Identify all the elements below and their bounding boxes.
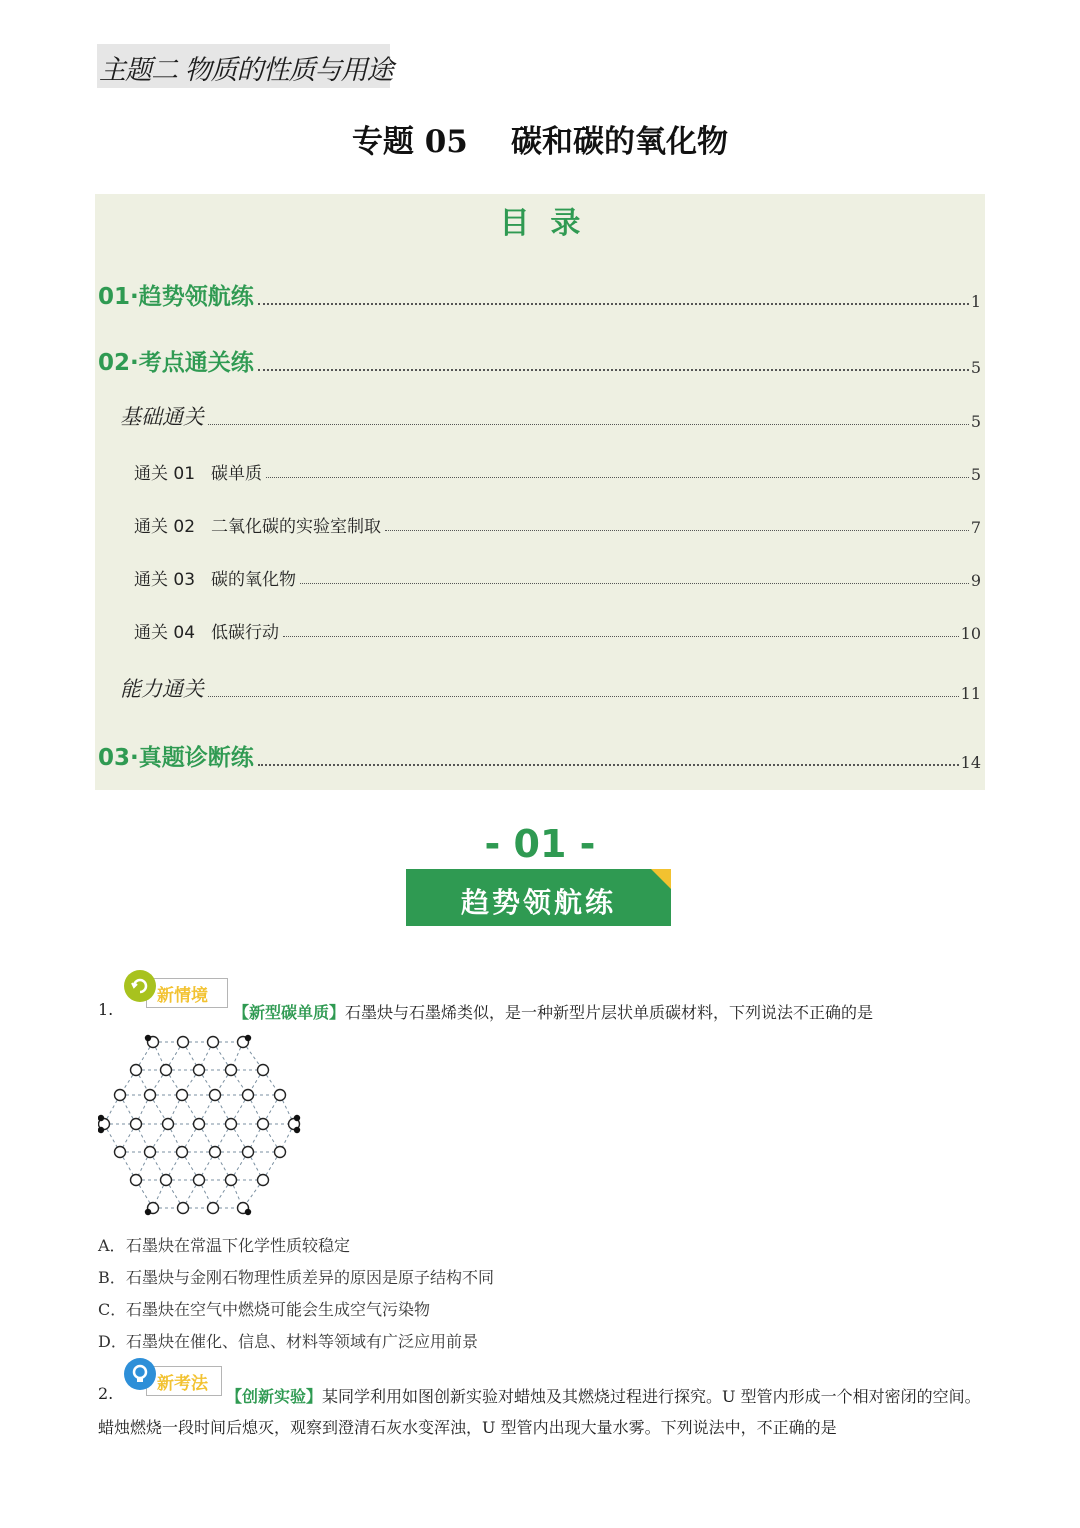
- toc-item-page: 5: [970, 358, 981, 377]
- lattice-atom: [226, 1175, 237, 1186]
- toc-item-page: 11: [960, 684, 981, 703]
- lattice-atom: [258, 1119, 269, 1130]
- toc-item-page: 14: [960, 753, 981, 772]
- toc-item-label: 低碳行动: [211, 623, 279, 643]
- toc-item-checkpoints[interactable]: [98, 344, 981, 377]
- refresh-icon: [124, 970, 156, 1002]
- lattice-atom: [115, 1090, 126, 1101]
- section-title: 趋势领航练: [460, 886, 616, 919]
- lattice-atom: [208, 1203, 219, 1214]
- toc-leader: [258, 303, 969, 305]
- option-letter: D．: [98, 1332, 127, 1351]
- question-tag: 【创新实验】: [226, 1387, 323, 1406]
- question-text-continued: 蜡烛燃烧一段时间后熄灭，观察到澄清石灰水变浑浊，U 型管内出现大量水雾。下列说法中，不正确的是: [98, 1418, 837, 1437]
- lattice-atom: [131, 1175, 142, 1186]
- toc-item-page: 5: [970, 412, 981, 431]
- toc-item-level-04[interactable]: [134, 618, 981, 643]
- lattice-atom: [194, 1065, 205, 1076]
- toc-leader: [208, 696, 959, 697]
- toc-item-page: 9: [970, 571, 981, 590]
- toc-item-ability[interactable]: [120, 673, 981, 703]
- lattice-atom: [243, 1090, 254, 1101]
- theme-tag: [97, 44, 393, 88]
- lattice-atom: [161, 1175, 172, 1186]
- toc-leader: [385, 530, 969, 531]
- section-number: - 01 -: [484, 822, 596, 866]
- toc-item-number: 通关 02: [134, 517, 196, 537]
- lattice-atom: [226, 1119, 237, 1130]
- toc-item-level-01[interactable]: [134, 459, 981, 484]
- toc-item-label: 碳的氧化物: [211, 570, 296, 590]
- lattice-terminal-atom: [294, 1115, 300, 1121]
- toc-leader: [258, 764, 959, 766]
- lattice-atom: [194, 1175, 205, 1186]
- toc-item-page: 5: [970, 465, 981, 484]
- toc-item-label: 01·趋势领航练: [98, 284, 254, 310]
- toc-item-label: 能力通关: [120, 677, 204, 701]
- toc-item-trend[interactable]: [98, 278, 981, 311]
- question-number: 1.: [98, 1000, 114, 1019]
- lattice-atom: [226, 1065, 237, 1076]
- lattice-terminal-atom: [245, 1209, 251, 1215]
- toc-item-label: 03·真题诊断练: [98, 745, 254, 771]
- toc-leader: [208, 424, 969, 425]
- option-letter: A．: [98, 1236, 126, 1255]
- question-text: [233, 1000, 873, 1023]
- lattice-terminal-atom: [245, 1035, 251, 1041]
- lattice-atom: [258, 1065, 269, 1076]
- question-stem: 某同学利用如图创新实验对蜡烛及其燃烧过程进行探究。U 型管内形成一个相对密闭的空间。: [322, 1387, 981, 1406]
- option-letter: B．: [98, 1268, 126, 1287]
- lattice-atom: [178, 1203, 189, 1214]
- lattice-atom: [194, 1119, 205, 1130]
- toc-title: 目 录: [499, 206, 581, 241]
- lattice-terminal-atom: [145, 1035, 151, 1041]
- lattice-atom: [258, 1175, 269, 1186]
- option-text: 石墨炔在空气中燃烧可能会生成空气污染物: [126, 1300, 431, 1319]
- lattice-atom: [243, 1147, 254, 1158]
- lattice-atom: [145, 1090, 156, 1101]
- lightbulb-icon: [124, 1358, 156, 1390]
- toc-leader: [258, 369, 969, 371]
- toc-item-basic[interactable]: [120, 401, 981, 431]
- option-text: 石墨炔与金刚石物理性质差异的原因是原子结构不同: [126, 1268, 495, 1287]
- option-text: 石墨炔在催化、信息、材料等领域有广泛应用前景: [126, 1332, 479, 1351]
- lattice-atom: [275, 1147, 286, 1158]
- lattice-atom: [178, 1037, 189, 1048]
- toc-item-number: 通关 01: [134, 464, 196, 484]
- option-letter: C．: [98, 1300, 127, 1319]
- table-of-contents: [95, 194, 985, 790]
- lattice-atom: [115, 1147, 126, 1158]
- toc-item-label: 02·考点通关练: [98, 350, 254, 376]
- toc-item-number: 通关 04: [134, 623, 196, 643]
- lattice-terminal-atom: [294, 1127, 300, 1133]
- lattice-atom: [145, 1147, 156, 1158]
- toc-leader: [266, 477, 969, 478]
- lattice-atom: [208, 1037, 219, 1048]
- toc-item-number: 通关 03: [134, 570, 196, 590]
- toc-item-label: 基础通关: [120, 405, 204, 429]
- toc-item-page: 7: [970, 518, 981, 537]
- lattice-terminal-atom: [145, 1209, 151, 1215]
- option-a[interactable]: [98, 1233, 350, 1256]
- lattice-atom: [210, 1147, 221, 1158]
- toc-item-label: 碳单质: [211, 464, 262, 484]
- lattice-atom: [210, 1090, 221, 1101]
- lattice-atom: [177, 1147, 188, 1158]
- badge-label: 新考法: [157, 1374, 208, 1394]
- question-text: [226, 1384, 981, 1407]
- lattice-terminal-atom: [98, 1115, 104, 1121]
- toc-leader: [283, 636, 959, 637]
- badge-label: 新情境: [157, 986, 208, 1006]
- lattice-atom: [275, 1090, 286, 1101]
- option-d[interactable]: [98, 1329, 478, 1352]
- lattice-atom: [161, 1065, 172, 1076]
- lattice-terminal-atom: [98, 1127, 104, 1133]
- option-b[interactable]: [98, 1265, 494, 1288]
- lattice-atom: [131, 1065, 142, 1076]
- toc-item-exam[interactable]: [98, 739, 981, 772]
- toc-item-label: 二氧化碳的实验室制取: [211, 517, 381, 537]
- option-c[interactable]: [98, 1297, 430, 1320]
- toc-item-page: 1: [970, 292, 981, 311]
- lattice-atom: [177, 1090, 188, 1101]
- page-title: 专题 05 碳和碳的氧化物: [351, 124, 729, 160]
- question-stem: 石墨炔与石墨烯类似，是一种新型片层状单质碳材料，下列说法不正确的是: [345, 1003, 874, 1022]
- section-banner: [406, 869, 671, 926]
- option-text: 石墨炔在常温下化学性质较稳定: [126, 1236, 351, 1255]
- toc-item-level-02[interactable]: [134, 512, 981, 537]
- lattice-atom: [163, 1119, 174, 1130]
- toc-item-level-03[interactable]: [134, 565, 981, 590]
- question-tag: 【新型碳单质】: [233, 1003, 346, 1022]
- graphdiyne-structure-figure: [98, 1028, 303, 1218]
- lattice-atom: [131, 1119, 142, 1130]
- theme-label: 主题二 物质的性质与用途: [99, 55, 393, 86]
- question-number: 2.: [98, 1384, 114, 1403]
- toc-item-page: 10: [960, 624, 981, 643]
- toc-leader: [300, 583, 969, 584]
